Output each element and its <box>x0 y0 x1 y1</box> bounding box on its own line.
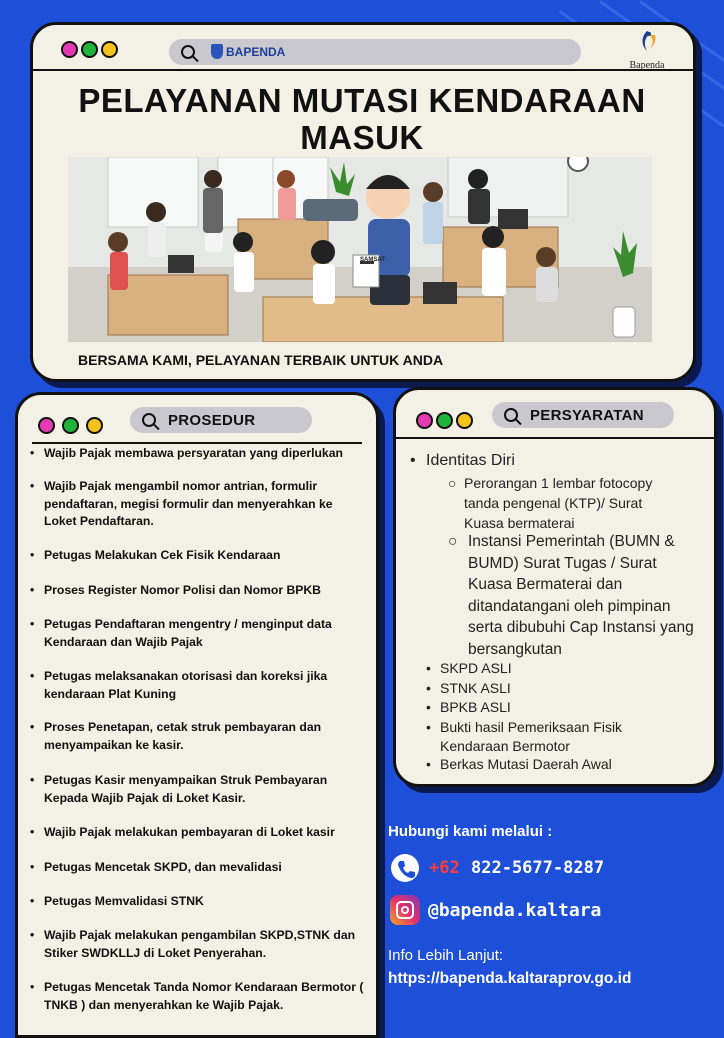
illustration-sign-text: SAMSAT <box>360 257 385 263</box>
prosedur-title-bar <box>18 395 376 439</box>
prosedur-label: PROSEDUR <box>168 412 256 429</box>
search-icon <box>504 408 518 422</box>
sub-item-text: Perorangan 1 lembar fotocopy tanda pengenal (KTP)/ Surat Kuasa bermaterai <box>464 475 653 531</box>
req-item: • Berkas Mutasi Daerah Awal <box>426 756 612 772</box>
window-dot-pink[interactable] <box>61 41 78 58</box>
req-item-text: Bukti hasil Pemeriksaan Fisik Kendaraan Bermotor <box>440 719 623 754</box>
sub-item-instansi: ○ Instansi Pemerintah (BUMN & BUMD) Surat Tugas / Surat Kuasa Bermaterai dan ditandatangani oleh pimpinan serta dibubuhi Cap Instansi yang bersangkutan <box>448 533 694 658</box>
phone-contact[interactable] <box>388 852 708 886</box>
phone-number: 822-5677-8287 <box>471 858 605 878</box>
contact-heading: Hubungi kami melalui : <box>388 823 553 840</box>
list-item: • Wajib Pajak melakukan pengambilan SKPD,STNK dan Stiker SWDKLLJ di Loket Penyerahan. <box>28 927 368 962</box>
list-item: • Petugas Mencetak Tanda Nomor Kendaraan Bermotor ( TNKB ) dan menyerahkan ke Wajib Pajak. <box>28 979 368 1014</box>
website-link[interactable]: https://bapenda.kaltaraprov.go.id <box>388 970 632 987</box>
window-dot-green[interactable] <box>62 417 79 434</box>
persyaratan-search-bar[interactable] <box>492 402 674 428</box>
page-title: PELAYANAN MUTASI KENDARAAN MASUK <box>78 82 646 156</box>
window-dot-yellow[interactable] <box>86 417 103 434</box>
list-item: • Petugas Kasir menyampaikan Struk Pembayaran Kepada Wajib Pajak di Loket Kasir. <box>28 772 368 807</box>
divider <box>32 442 362 444</box>
persyaratan-label: PERSYARATAN <box>530 407 644 424</box>
divider <box>396 437 714 439</box>
instagram-contact[interactable] <box>388 893 708 929</box>
req-item-text: BPKB ASLI <box>440 699 511 715</box>
list-item: • Petugas Memvalidasi STNK <box>28 893 204 911</box>
bapenda-logo <box>627 29 667 69</box>
window-dot-green[interactable] <box>436 412 453 429</box>
identitas-label: Identitas Diri <box>426 452 515 469</box>
search-brand-text: BAPENDA <box>226 45 286 59</box>
sub-item-perorangan: ○ Perorangan 1 lembar fotocopy tanda pengenal (KTP)/ Surat Kuasa bermaterai <box>448 475 653 531</box>
list-item: • Petugas Mencetak SKPD, dan mevalidasi <box>28 859 282 877</box>
sub-item-text: Instansi Pemerintah (BUMN & BUMD) Surat Tugas / Surat Kuasa Bermaterai dan ditandatangani oleh pimpinan serta dibubuhi Cap Instansi yang bersangkutan <box>468 533 694 658</box>
phone-icon <box>391 854 419 882</box>
prosedur-search-bar[interactable] <box>130 407 312 433</box>
tagline: BERSAMA KAMI, PELAYANAN TERBAIK UNTUK ANDA <box>78 352 444 368</box>
persyaratan-title-bar <box>396 390 714 434</box>
list-item: • Petugas melaksanakan otorisasi dan koreksi jika kendaraan Plat Kuning <box>28 668 368 703</box>
phone-prefix: +62 <box>429 858 460 878</box>
instagram-icon <box>390 895 420 925</box>
info-label: Info Lebih Lanjut: <box>388 947 504 964</box>
instagram-handle: @bapenda.kaltara <box>428 900 602 921</box>
window-title-bar <box>33 25 693 71</box>
list-item: • Proses Penetapan, cetak struk pembayaran dan menyampaikan ke kasir. <box>28 719 368 754</box>
list-item: • Wajib Pajak membawa persyaratan yang diperlukan <box>28 445 343 463</box>
search-bar[interactable] <box>169 39 581 65</box>
identitas-item: • Identitas Diri <box>410 452 515 469</box>
req-item: • Bukti hasil Pemeriksaan Fisik Kendaraan Bermotor <box>426 719 623 754</box>
service-office-image <box>68 157 652 342</box>
window-dot-yellow[interactable] <box>456 412 473 429</box>
req-item: • BPKB ASLI <box>426 699 511 715</box>
list-item: • Wajib Pajak mengambil nomor antrian, formulir pendaftaran, megisi formulir dan menyerahkan ke Loket Pendaftaran. <box>28 478 368 531</box>
window-dot-pink[interactable] <box>416 412 433 429</box>
logo-label: Bapenda <box>629 60 665 71</box>
req-item-text: SKPD ASLI <box>440 660 512 676</box>
list-item: • Petugas Melakukan Cek Fisik Kendaraan <box>28 547 280 565</box>
list-item: • Petugas Pendaftaran mengentry / menginput data Kendaraan dan Wajib Pajak <box>28 616 368 651</box>
window-dot-pink[interactable] <box>38 417 55 434</box>
req-item-text: STNK ASLI <box>440 680 511 696</box>
window-dot-green[interactable] <box>81 41 98 58</box>
req-item: • STNK ASLI <box>426 680 511 696</box>
bird-logo-icon <box>627 29 667 57</box>
search-icon <box>181 45 195 59</box>
search-icon <box>142 413 156 427</box>
list-item: • Proses Register Nomor Polisi dan Nomor BPKB <box>28 582 321 600</box>
window-dot-yellow[interactable] <box>101 41 118 58</box>
office-illustration <box>68 157 652 342</box>
req-item-text: Berkas Mutasi Daerah Awal <box>440 756 612 772</box>
req-item: • SKPD ASLI <box>426 660 512 676</box>
bapenda-emblem-icon <box>211 44 223 59</box>
persyaratan-window <box>393 387 717 787</box>
list-item: • Wajib Pajak melakukan pembayaran di Loket kasir <box>28 824 335 842</box>
